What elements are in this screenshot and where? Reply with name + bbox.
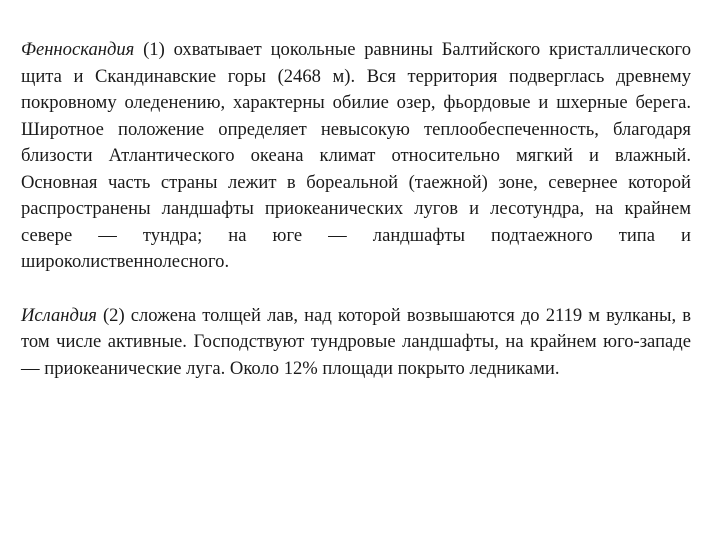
paragraph-iceland — [21, 303, 691, 383]
document-page — [21, 37, 691, 382]
paragraph-fennoscandia-text: (1) охватывает цокольные равнины Балтийского кристаллического щита и Скандинавские горы (2468 м). Вся территория подверглась древнему покровному оледенению, характерны обилие озер, фьордовые и шхерные берега. Широтное положение определяет невысокую теплообеспеченность, благодаря близости Атлантического океана климат относительно мягкий и влажный. Основная часть страны лежит в бореальной (таежной) зоне, севернее которой распространены ландшафты приокеанических лугов и лесотундра, на крайнем севере — тундра; на юге — ландшафты подтаежного типа и широколиственнолесного. — [21, 39, 691, 272]
paragraph-iceland-text: (2) сложена толщей лав, над которой возвышаются до 2119 м вулканы, в том числе активные. Господствуют тундровые ландшафты, на крайнем юго-западе — приокеанические луга. Около 12% площади покрыто ледниками. — [21, 304, 691, 379]
term-iceland: Исландия — [21, 304, 97, 326]
term-fennoscandia: Фенноскандия — [21, 39, 135, 60]
paragraph-fennoscandia — [21, 37, 691, 276]
